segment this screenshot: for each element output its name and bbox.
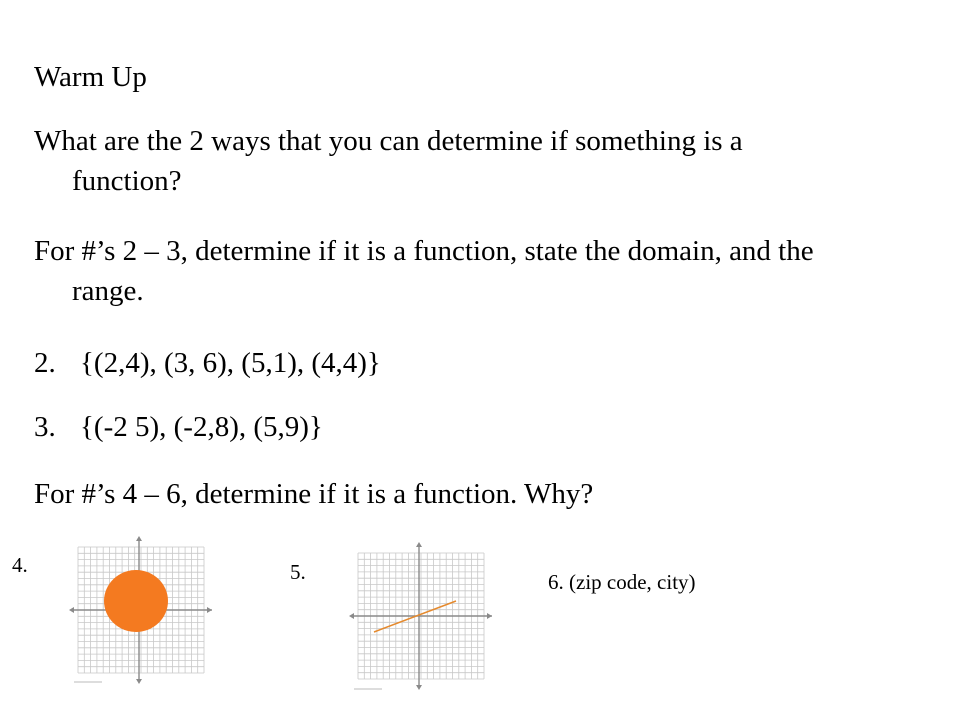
item-3-text: {(-2 5), (-2,8), (5,9)} [80,411,323,443]
graph-5-y-arrow-down [416,685,422,690]
graph-4-x-arrow-right [207,607,212,613]
item-6: 6. (zip code, city) [548,570,696,594]
slide-title: Warm Up [34,61,147,93]
graph-4-x-arrow-left [69,607,74,613]
graph-4-circle [104,570,168,632]
instruction-4-6: For #’s 4 – 6, determine if it is a function. Why? [34,478,594,510]
question-1: What are the 2 ways that you can determine if something is a function? [34,125,743,197]
graph-4-image [66,535,216,685]
graph-4-y-arrow-down [136,679,142,684]
item-3-number: 3. [34,411,56,443]
graph-5-y-arrow-up [416,542,422,547]
item-3 [34,407,323,447]
graph-5-label: 5. [290,560,306,584]
instruction-2-3: For #’s 2 – 3, determine if it is a function, state the domain, and the range. [34,235,814,307]
graph-5-x-arrow-left [349,613,354,619]
graph-4-y-arrow-up [136,536,142,541]
graph-5-image [346,541,496,691]
item-2-number: 2. [34,347,56,379]
item-2-text: {(2,4), (3, 6), (5,1), (4,4)} [80,347,381,379]
graph-4-label: 4. [12,553,28,577]
item-2 [34,343,381,383]
graph-5-x-arrow-right [487,613,492,619]
